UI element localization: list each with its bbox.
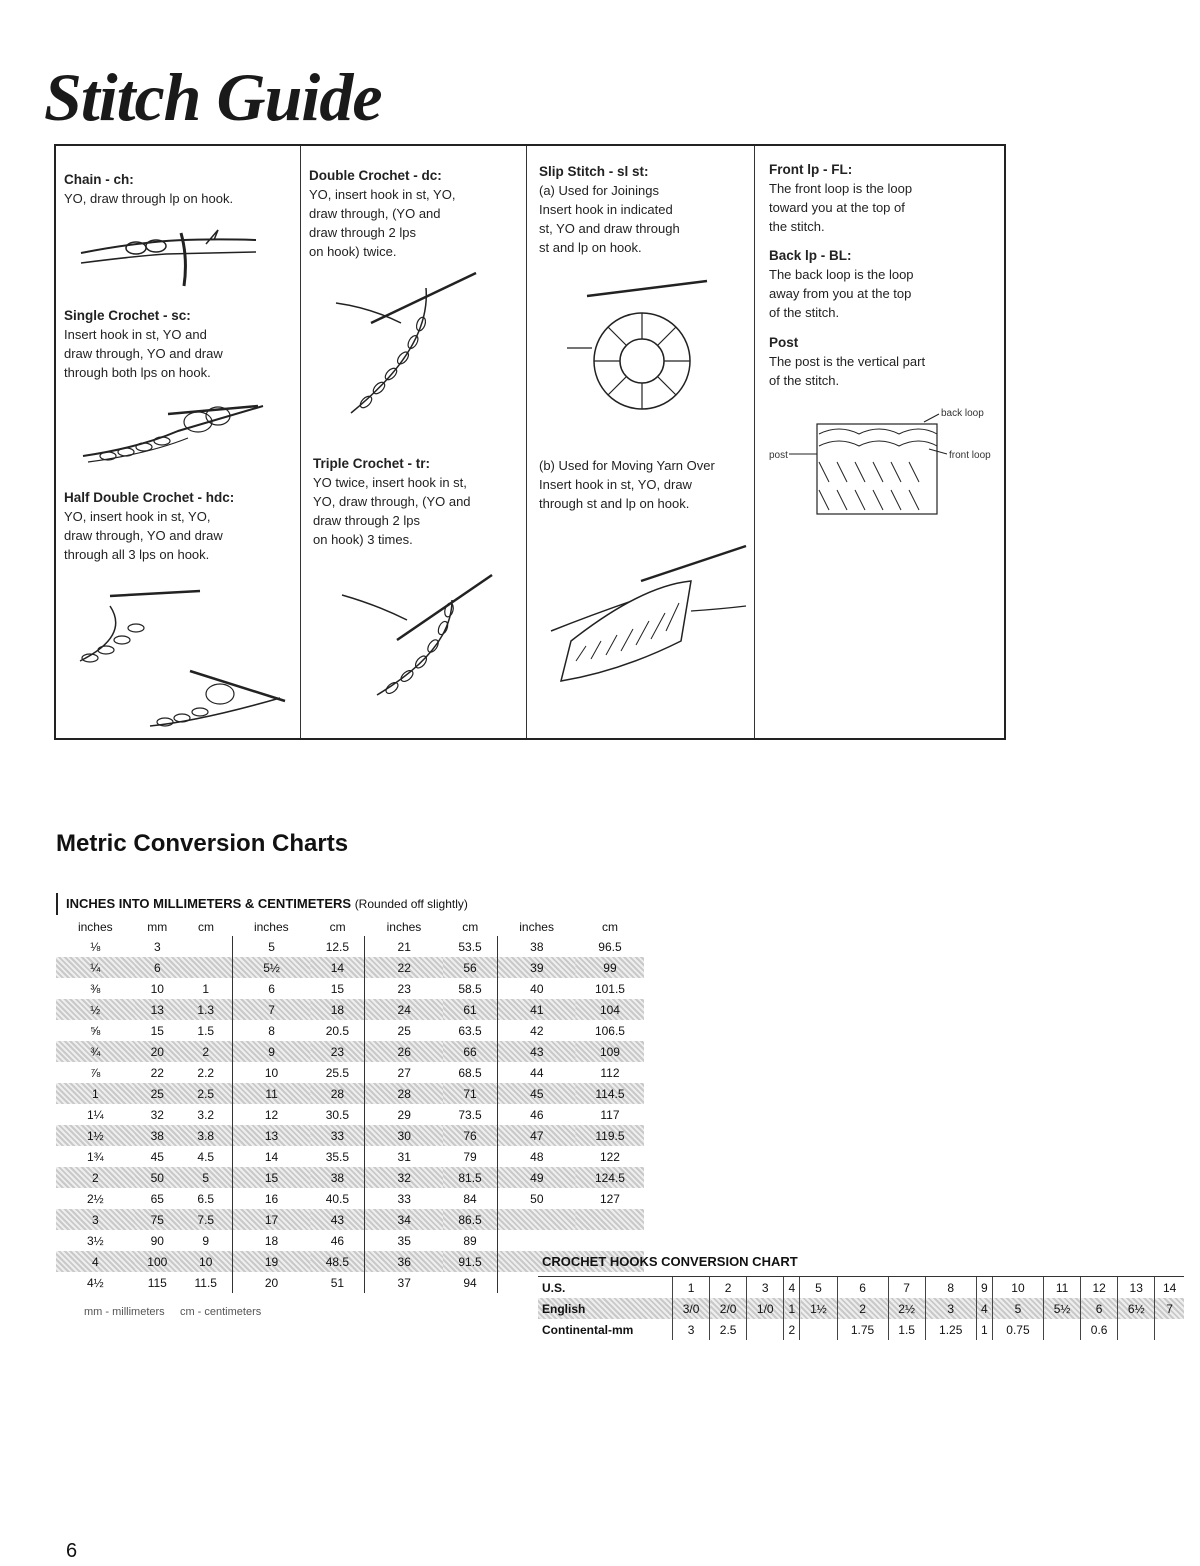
table-cell: 53.5 — [458, 939, 482, 954]
metric-heading: Metric Conversion Charts — [56, 830, 349, 857]
table-cell: 73.5 — [458, 1107, 482, 1122]
inches-table-header-cell: inches — [386, 920, 422, 934]
table-cell: ⅝ — [90, 1023, 101, 1038]
post-entry — [769, 333, 925, 390]
table-cell: ⅜ — [90, 981, 101, 996]
slip-stitch-entry — [539, 162, 680, 257]
hook-cell: 1½ — [800, 1298, 837, 1319]
table-cell: 3 — [56, 1209, 135, 1230]
hook-cell: 10 — [992, 1277, 1043, 1299]
double-crochet-entry — [309, 166, 455, 261]
half-double-crochet-entry — [64, 488, 234, 564]
hook-cell: 1 — [976, 1319, 992, 1340]
stitch-column-2 — [301, 146, 527, 738]
hook-cell: 3/0 — [673, 1298, 710, 1319]
single-crochet-desc: Insert hook in st, YO and draw through, YO and draw through both lps on hook. — [64, 327, 223, 380]
stitch-guide-panel — [54, 144, 1006, 740]
hook-cell: 2 — [784, 1319, 800, 1340]
table-cell: 45 — [150, 1149, 164, 1164]
hook-cell — [800, 1319, 837, 1340]
hook-cell: 2.5 — [710, 1319, 747, 1340]
table-row — [56, 1209, 644, 1230]
table-cell: 13 — [135, 999, 180, 1020]
table-row — [56, 1188, 644, 1209]
page-title: Stitch Guide — [44, 59, 382, 135]
post-desc: The post is the vertical part of the stitch. — [769, 354, 926, 388]
table-cell: 32 — [150, 1107, 164, 1122]
hook-row — [538, 1298, 1184, 1319]
table-cell: 35 — [365, 1230, 444, 1251]
table-cell: 127 — [599, 1191, 620, 1206]
front-loop-entry — [769, 160, 912, 236]
inches-conversion-table — [56, 918, 644, 1293]
hook-cell: 5 — [992, 1298, 1043, 1319]
table-cell — [576, 1209, 644, 1230]
hook-cell: 1.75 — [837, 1319, 888, 1340]
table-cell: 56 — [443, 957, 497, 978]
table-cell: 2½ — [86, 1191, 104, 1206]
table-cell: 41 — [497, 999, 576, 1020]
post-name: Post — [769, 335, 799, 350]
page-number: 6 — [66, 1540, 78, 1562]
double-crochet-name: Double Crochet - dc: — [309, 168, 442, 183]
table-cell: 114.5 — [576, 1083, 644, 1104]
table-cell: 1.5 — [197, 1023, 215, 1038]
slip-stitch-name: Slip Stitch - sl st: — [539, 164, 649, 179]
double-crochet-illustration — [331, 268, 481, 418]
table-cell: 28 — [365, 1083, 444, 1104]
table-cell: 31 — [365, 1146, 444, 1167]
table-cell: 75 — [135, 1209, 180, 1230]
table-cell: 1.3 — [180, 999, 232, 1020]
table-cell: 104 — [576, 999, 644, 1020]
double-crochet-desc: YO, insert hook in st, YO, draw through, (YO and draw through 2 lps on hook) twice. — [309, 187, 456, 259]
table-cell: ¼ — [56, 957, 135, 978]
table-cell — [497, 1209, 576, 1230]
hook-cell: 2/0 — [710, 1298, 747, 1319]
half-double-crochet-illustration — [70, 576, 290, 736]
table-cell: 47 — [497, 1125, 576, 1146]
table-cell: 49 — [497, 1167, 576, 1188]
inches-table-header-cell: cm — [329, 920, 346, 934]
table-cell: 40 — [497, 978, 576, 999]
hook-cell: 1.5 — [888, 1319, 925, 1340]
table-cell: 18 — [232, 1230, 311, 1251]
slip-stitch-desc: (a) Used for Joinings Insert hook in indicated st, YO and draw through st and lp on hook. — [539, 183, 680, 255]
hook-cell: 13 — [1118, 1277, 1155, 1299]
table-cell: 66 — [443, 1041, 497, 1062]
table-row — [56, 936, 644, 957]
table-row — [56, 1230, 644, 1251]
inches-table-header — [56, 918, 644, 936]
table-cell: 38 — [311, 1167, 365, 1188]
single-crochet-name: Single Crochet - sc: — [64, 308, 191, 323]
table-cell: 20 — [135, 1041, 180, 1062]
table-cell: ¾ — [56, 1041, 135, 1062]
table-cell: 5½ — [232, 957, 311, 978]
table-cell: 29 — [365, 1104, 444, 1125]
table-cell: 79 — [463, 1149, 477, 1164]
table-cell: 61 — [443, 999, 497, 1020]
table-cell: ⅞ — [90, 1065, 101, 1080]
hook-cell: 4 — [784, 1277, 800, 1299]
loops-post-illustration — [769, 404, 999, 524]
hook-cell: 5½ — [1044, 1298, 1081, 1319]
hook-cell — [1118, 1319, 1155, 1340]
table-cell: 3½ — [86, 1233, 104, 1248]
slip-stitch-ring-illustration — [567, 276, 717, 416]
table-cell: 68.5 — [458, 1065, 482, 1080]
table-cell: 25 — [135, 1083, 180, 1104]
table-cell — [180, 936, 232, 957]
table-cell: 1 — [202, 981, 210, 996]
table-cell: 71 — [443, 1083, 497, 1104]
back-loop-label: back loop — [941, 408, 984, 419]
table-cell — [180, 957, 232, 978]
single-crochet-entry — [64, 306, 223, 382]
table-cell: 94 — [463, 1275, 477, 1290]
chain-name: Chain - ch: — [64, 172, 134, 187]
front-loop-name: Front lp - FL: — [769, 162, 853, 177]
table-cell: 5 — [232, 936, 311, 957]
table-cell: 2 — [56, 1167, 135, 1188]
table-cell: 2 — [180, 1041, 232, 1062]
slip-stitch-row-illustration — [541, 541, 751, 701]
triple-crochet-desc: YO twice, insert hook in st, YO, draw through, (YO and draw through 2 lps on hook) 3 times. — [313, 475, 471, 547]
table-cell: 22 — [150, 1065, 164, 1080]
table-cell: 19 — [232, 1251, 311, 1272]
table-cell: 14 — [232, 1146, 311, 1167]
hook-row-label: U.S. — [538, 1277, 673, 1299]
triple-crochet-name: Triple Crochet - tr: — [313, 456, 431, 471]
table-cell: 81.5 — [443, 1167, 497, 1188]
table-cell: 32 — [365, 1167, 444, 1188]
hook-cell: 1.25 — [925, 1319, 976, 1340]
table-cell: 90 — [150, 1233, 164, 1248]
table-cell: 1¼ — [86, 1107, 104, 1122]
table-cell: 38 — [135, 1125, 180, 1146]
table-cell: 25.5 — [325, 1065, 350, 1080]
table-cell: 89 — [463, 1233, 477, 1248]
table-cell: 34 — [365, 1209, 444, 1230]
table-row — [56, 1020, 644, 1041]
hook-cell: 3 — [673, 1319, 710, 1340]
table-cell: 30 — [365, 1125, 444, 1146]
table-cell: 48 — [497, 1146, 576, 1167]
table-cell: 65 — [150, 1191, 164, 1206]
table-cell: 33 — [311, 1125, 365, 1146]
table-cell: 10 — [150, 981, 164, 996]
stitch-column-3 — [527, 146, 755, 738]
table-cell: 50 — [135, 1167, 180, 1188]
hook-cell: 3 — [747, 1277, 784, 1299]
table-cell: 6 — [232, 978, 311, 999]
table-cell: 51 — [330, 1275, 345, 1290]
table-cell: 20.5 — [325, 1023, 350, 1038]
hook-cell: 4 — [976, 1298, 992, 1319]
back-loop-desc: The back loop is the loop away from you at the top of the stitch. — [769, 267, 914, 320]
hook-cell: 6½ — [1118, 1298, 1155, 1319]
table-cell: 119.5 — [576, 1125, 644, 1146]
stitch-column-4 — [755, 146, 1004, 738]
table-cell: 40.5 — [325, 1191, 350, 1206]
inches-table-header-cell: mm — [147, 920, 168, 934]
table-cell: 10 — [232, 1062, 311, 1083]
table-cell: 2.2 — [197, 1065, 215, 1080]
hook-row — [538, 1277, 1184, 1299]
table-cell: 43 — [497, 1041, 576, 1062]
hook-cell: 6 — [837, 1277, 888, 1299]
table-cell: 46 — [330, 1233, 345, 1248]
slip-stitch-b-entry — [539, 456, 715, 513]
table-cell: 8 — [232, 1020, 311, 1041]
table-cell: 96.5 — [598, 939, 622, 954]
table-row — [56, 978, 644, 999]
table-cell: 13 — [232, 1125, 311, 1146]
table-cell: 112 — [600, 1065, 620, 1080]
back-loop-name: Back lp - BL: — [769, 248, 852, 263]
table-cell: 38 — [497, 936, 576, 957]
inches-table-header-cell: cm — [601, 920, 618, 934]
table-cell: 7 — [232, 999, 311, 1020]
table-cell: 9 — [232, 1041, 311, 1062]
table-cell: 6 — [135, 957, 180, 978]
table-row — [56, 1062, 644, 1083]
table-cell: 37 — [365, 1272, 444, 1293]
table-row — [56, 999, 644, 1020]
table-cell: 84 — [463, 1191, 477, 1206]
hook-cell: 2½ — [888, 1298, 925, 1319]
table-cell: 15 — [232, 1167, 311, 1188]
hook-cell — [1155, 1319, 1184, 1340]
table-cell: 99 — [576, 957, 644, 978]
hook-cell: 3 — [925, 1298, 976, 1319]
hook-cell: 7 — [1155, 1298, 1184, 1319]
table-cell: 39 — [497, 957, 576, 978]
table-cell: 33 — [365, 1188, 444, 1209]
table-cell: 58.5 — [458, 981, 482, 996]
table-cell: 18 — [311, 999, 365, 1020]
table-cell: 4 — [56, 1251, 135, 1272]
table-cell: 15 — [150, 1023, 164, 1038]
table-row — [56, 1041, 644, 1062]
table-row — [56, 1125, 644, 1146]
table-cell: 4.5 — [197, 1149, 215, 1164]
table-cell: 23 — [311, 1041, 365, 1062]
table-cell: 11 — [232, 1083, 311, 1104]
inches-table-title-text: INCHES INTO MILLIMETERS & CENTIMETERS — [66, 896, 352, 911]
table-cell: 3 — [153, 939, 161, 954]
hook-cell: 14 — [1155, 1277, 1184, 1299]
front-loop-desc: The front loop is the loop toward you at the top of the stitch. — [769, 181, 913, 234]
inches-table-header-cell: inches — [519, 920, 554, 934]
hook-cell: 2 — [837, 1298, 888, 1319]
table-cell: 122 — [599, 1149, 620, 1164]
table-cell: 115 — [147, 1275, 167, 1290]
chain-desc: YO, draw through lp on hook. — [64, 191, 234, 206]
stitch-column-1 — [56, 146, 301, 738]
table-cell: 6.5 — [197, 1191, 215, 1206]
inches-table-header-cell: cm — [462, 920, 479, 934]
table-cell: 48.5 — [311, 1251, 365, 1272]
table-cell: 3.8 — [180, 1125, 232, 1146]
table-cell: 86.5 — [443, 1209, 497, 1230]
table-cell: 21 — [365, 936, 444, 957]
table-cell: 100 — [135, 1251, 180, 1272]
inches-table-header-cell: cm — [197, 920, 214, 934]
chain-illustration — [76, 218, 266, 288]
table-cell — [497, 1230, 576, 1251]
inches-table-header-cell: inches — [77, 920, 113, 934]
table-cell: 63.5 — [458, 1023, 482, 1038]
table-cell: 43 — [311, 1209, 365, 1230]
table-cell: 4½ — [86, 1275, 104, 1290]
hook-row-label: English — [538, 1298, 673, 1319]
hook-cell: 2 — [710, 1277, 747, 1299]
hook-row — [538, 1319, 1184, 1340]
hook-cell: 6 — [1081, 1298, 1118, 1319]
table-cell: 46 — [497, 1104, 576, 1125]
hook-cell: 0.6 — [1081, 1319, 1118, 1340]
table-cell: 36 — [365, 1251, 444, 1272]
inches-table-title — [56, 893, 468, 915]
table-cell: 45 — [497, 1083, 576, 1104]
back-loop-entry — [769, 246, 914, 322]
front-loop-label: front loop — [949, 450, 991, 461]
inches-table-note: (Rounded off slightly) — [354, 897, 468, 911]
post-label: post — [769, 450, 788, 461]
hook-cell: 0.75 — [992, 1319, 1043, 1340]
table-cell: 76 — [443, 1125, 497, 1146]
hook-cell — [1044, 1319, 1081, 1340]
table-row — [56, 1146, 644, 1167]
table-cell: 101.5 — [594, 981, 625, 996]
half-double-crochet-name: Half Double Crochet - hdc: — [64, 490, 235, 505]
hook-cell: 1 — [784, 1298, 800, 1319]
table-cell: 1 — [56, 1083, 135, 1104]
table-row — [56, 1104, 644, 1125]
table-cell: 124.5 — [576, 1167, 644, 1188]
table-cell: 14 — [311, 957, 365, 978]
table-cell: 20 — [232, 1272, 311, 1293]
table-cell: 11.5 — [194, 1275, 217, 1290]
table-cell: 2.5 — [180, 1083, 232, 1104]
table-row — [56, 1083, 644, 1104]
table-cell: 23 — [365, 978, 444, 999]
table-cell: 16 — [232, 1188, 311, 1209]
hook-cell: 8 — [925, 1277, 976, 1299]
triple-crochet-entry — [313, 454, 471, 549]
hook-cell: 12 — [1081, 1277, 1118, 1299]
hook-row-label: Continental-mm — [542, 1322, 634, 1337]
table-cell: 17 — [232, 1209, 311, 1230]
table-cell: 12.5 — [325, 939, 350, 954]
triple-crochet-illustration — [337, 570, 497, 700]
table-cell: 30.5 — [325, 1107, 350, 1122]
units-legend: mm - millimeters cm - centimeters — [84, 1306, 262, 1318]
table-cell: 24 — [365, 999, 444, 1020]
slip-stitch-b-desc: (b) Used for Moving Yarn Over Insert hook in st, YO, draw through st and lp on hook. — [539, 458, 715, 511]
table-cell: 9 — [202, 1233, 210, 1248]
hook-cell — [747, 1319, 784, 1340]
table-cell: 42 — [497, 1020, 576, 1041]
hook-cell: 1/0 — [747, 1298, 784, 1319]
hook-cell: 5 — [800, 1277, 837, 1299]
table-cell: 22 — [365, 957, 444, 978]
table-cell: 117 — [600, 1107, 620, 1122]
chain-entry — [64, 170, 233, 208]
table-cell — [576, 1230, 644, 1251]
table-cell: 1¾ — [86, 1149, 104, 1164]
table-cell: 28 — [311, 1083, 365, 1104]
table-cell: 25 — [365, 1020, 444, 1041]
table-cell: 10 — [180, 1251, 232, 1272]
table-row — [56, 1167, 644, 1188]
table-cell: 26 — [365, 1041, 444, 1062]
table-cell: 106.5 — [594, 1023, 625, 1038]
table-cell: 15 — [330, 981, 345, 996]
single-crochet-illustration — [78, 386, 268, 466]
table-cell: 3.2 — [197, 1107, 215, 1122]
table-cell: 7.5 — [180, 1209, 232, 1230]
table-row — [56, 957, 644, 978]
table-cell: 12 — [232, 1104, 311, 1125]
hook-cell: 9 — [976, 1277, 992, 1299]
table-cell: ½ — [56, 999, 135, 1020]
table-cell: 27 — [365, 1062, 444, 1083]
table-cell: 50 — [497, 1188, 576, 1209]
table-cell: 109 — [576, 1041, 644, 1062]
inches-table-header-cell: inches — [253, 920, 289, 934]
table-cell: 44 — [497, 1062, 576, 1083]
table-cell: 5 — [180, 1167, 232, 1188]
hook-cell: 11 — [1044, 1277, 1081, 1299]
table-cell: 91.5 — [443, 1251, 497, 1272]
hooks-conversion-table — [538, 1276, 1184, 1340]
hooks-table-title: CROCHET HOOKS CONVERSION CHART — [542, 1254, 798, 1269]
half-double-crochet-desc: YO, insert hook in st, YO, draw through, YO and draw through all 3 lps on hook. — [64, 509, 223, 562]
table-cell: ⅛ — [90, 939, 101, 954]
table-cell: 35.5 — [325, 1149, 350, 1164]
table-cell: 1½ — [56, 1125, 135, 1146]
hook-cell: 1 — [673, 1277, 710, 1299]
hook-cell: 7 — [888, 1277, 925, 1299]
